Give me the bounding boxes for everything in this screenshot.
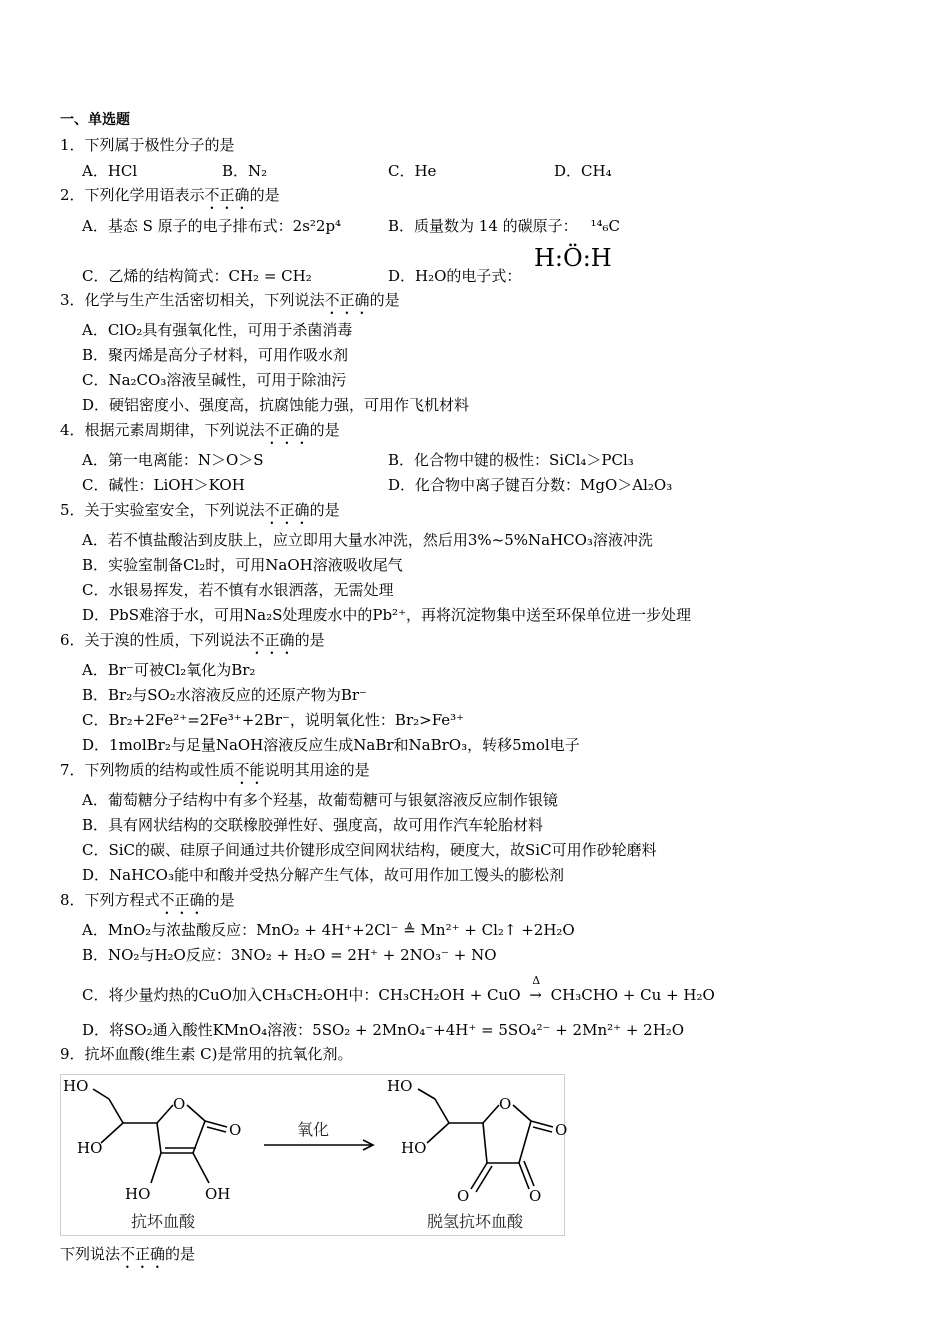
q8-option-b[interactable]: B．NO₂与H₂O反应：3NO₂ + H₂O = 2H⁺ + 2NO₃⁻ + NO bbox=[82, 946, 497, 964]
q6-option-c[interactable]: C．Br₂+2Fe²⁺=2Fe³⁺+2Br⁻，说明氧化性：Br₂>Fe³⁺ bbox=[82, 711, 465, 729]
arrow-icon: → bbox=[529, 986, 542, 1004]
emphasis-dotted: 不能 bbox=[234, 761, 265, 779]
q5-stem: 5．关于实验室安全，下列说法不正确的是 bbox=[60, 501, 340, 519]
q4-option-b[interactable]: B．化合物中键的极性：SiCl₄＞PCl₃ bbox=[388, 451, 634, 469]
ho-label-bottom-left: HO bbox=[125, 1185, 151, 1203]
q3-option-d[interactable]: D．硬铝密度小、强度高，抗腐蚀能力强，可用作飞机材料 bbox=[82, 396, 470, 414]
q6-stem: 6．关于溴的性质，下列说法不正确的是 bbox=[60, 631, 325, 649]
q2-stem: 2．下列化学用语表示不正确的是 bbox=[60, 186, 280, 204]
q1-stem: 1．下列属于极性分子的是 bbox=[60, 136, 235, 154]
q5-option-b[interactable]: B．实验室制备Cl₂时，可用NaOH溶液吸收尾气 bbox=[82, 556, 403, 574]
q4-option-a[interactable]: A．第一电离能：N＞O＞S bbox=[82, 451, 264, 469]
ketone-oxygen-2: O bbox=[529, 1187, 542, 1205]
q6-option-b[interactable]: B．Br₂与SO₂水溶液反应的还原产物为Br⁻ bbox=[82, 686, 367, 704]
carbonyl-oxygen-right: O bbox=[555, 1121, 568, 1139]
q4-stem: 4．根据元素周期律，下列说法不正确的是 bbox=[60, 421, 340, 439]
q8-option-a[interactable]: A．MnO₂与浓盐酸反应：MnO₂ + 4H⁺+2Cl⁻ ≜ Mn²⁺ + Cl₂↑ +2H₂O bbox=[82, 921, 575, 939]
ho-label-top-left: HO bbox=[63, 1077, 89, 1095]
q4-option-c[interactable]: C．碱性：LiOH＞KOH bbox=[82, 476, 245, 494]
q2-option-c[interactable]: C．乙烯的结构简式：CH₂ = CH₂ bbox=[82, 267, 312, 285]
q9-stem: 9．抗坏血酸(维生素 C)是常用的抗氧化剂。 bbox=[60, 1045, 353, 1063]
q7-option-c[interactable]: C．SiC的碳、硅原子间通过共价键形成空间网状结构，硬度大，故SiC可用作砂轮磨料 bbox=[82, 841, 657, 859]
q7-stem: 7．下列物质的结构或性质不能说明其用途的是 bbox=[60, 761, 370, 779]
q7-option-d[interactable]: D．NaHCO₃能中和酸并受热分解产生气体，故可用作加工馒头的膨松剂 bbox=[82, 866, 564, 884]
emphasis-dotted: 不正确 bbox=[264, 421, 310, 439]
emphasis-dotted: 不正确 bbox=[120, 1245, 166, 1263]
ring-oxygen-left: O bbox=[173, 1095, 186, 1113]
ho-label-mid-left: HO bbox=[77, 1139, 103, 1157]
q8-option-c[interactable]: C．将少量灼热的CuO加入CH₃CH₂OH中：CH₃CH₂OH + CuO Δ → CH₃CHO + Cu + H₂O bbox=[82, 985, 715, 1005]
ascorbic-acid-oxidation-figure bbox=[60, 1074, 568, 1236]
q6-option-a[interactable]: A．Br⁻可被Cl₂氧化为Br₂ bbox=[82, 661, 256, 679]
emphasis-dotted: 不正确 bbox=[324, 291, 370, 309]
q1-option-b[interactable]: B．N₂ bbox=[222, 162, 268, 180]
q2-option-a[interactable]: A．基态 S 原子的电子排布式：2s²2p⁴ bbox=[82, 217, 342, 235]
q3-option-a[interactable]: A．ClO₂具有强氧化性，可用于杀菌消毒 bbox=[82, 321, 353, 339]
q1-option-d[interactable]: D．CH₄ bbox=[554, 162, 612, 180]
q1-option-a[interactable]: A．HCl bbox=[82, 162, 138, 180]
carbonyl-oxygen-left: O bbox=[229, 1121, 242, 1139]
emphasis-dotted: 不正确 bbox=[204, 186, 250, 204]
ho-label-mid-right: HO bbox=[401, 1139, 427, 1157]
arrow-label-oxidize: 氧化 bbox=[297, 1120, 330, 1139]
left-molecule-name: 抗坏血酸 bbox=[131, 1212, 196, 1231]
q3-stem: 3．化学与生产生活密切相关，下列说法不正确的是 bbox=[60, 291, 400, 309]
right-molecule-name: 脱氢抗坏血酸 bbox=[427, 1212, 524, 1231]
emphasis-dotted: 不正确 bbox=[249, 631, 295, 649]
heat-delta: Δ bbox=[532, 974, 541, 987]
water-electron-formula: H:Ö:H bbox=[534, 244, 612, 272]
q8-option-d[interactable]: D．将SO₂通入酸性KMnO₄溶液：5SO₂ + 2MnO₄⁻+4H⁺ = 5SO₄²⁻ + 2Mn²⁺ + 2H₂O bbox=[82, 1021, 685, 1039]
ho-label-top-right: HO bbox=[387, 1077, 413, 1095]
q7-option-a[interactable]: A．葡萄糖分子结构中有多个羟基，故葡萄糖可与银氨溶液反应制作银镜 bbox=[82, 791, 558, 809]
q2-option-b[interactable]: B．质量数为 14 的碳原子： ¹⁴₆C bbox=[388, 217, 620, 235]
q5-option-a[interactable]: A．若不慎盐酸沾到皮肤上，应立即用大量水冲洗，然后用3%~5%NaHCO₃溶液冲洗 bbox=[82, 531, 653, 549]
q7-option-b[interactable]: B．具有网状结构的交联橡胶弹性好、强度高，故可用作汽车轮胎材料 bbox=[82, 816, 544, 834]
oh-label-bottom: OH bbox=[205, 1185, 231, 1203]
q1-option-c[interactable]: C．He bbox=[388, 162, 437, 180]
emphasis-dotted: 不正确 bbox=[159, 891, 205, 909]
q5-option-d[interactable]: D．PbS难溶于水，可用Na₂S处理废水中的Pb²⁺，再将沉淀物集中送至环保单位进一步处理 bbox=[82, 606, 691, 624]
q8-stem: 8．下列方程式不正确的是 bbox=[60, 891, 235, 909]
q6-option-d[interactable]: D．1molBr₂与足量NaOH溶液反应生成NaBr和NaBrO₃，转移5mol电子 bbox=[82, 736, 580, 754]
ketone-oxygen-1: O bbox=[457, 1187, 470, 1205]
q2-option-d[interactable]: D．H₂O的电子式： bbox=[388, 267, 522, 285]
q3-option-b[interactable]: B．聚丙烯是高分子材料，可用作吸水剂 bbox=[82, 346, 349, 364]
q4-option-d[interactable]: D．化合物中离子键百分数：MgO＞Al₂O₃ bbox=[388, 476, 673, 494]
structure-diagram bbox=[61, 1075, 568, 1235]
section-title: 一、单选题 bbox=[60, 112, 130, 128]
q5-option-c[interactable]: C．水银易挥发，若不慎有水银洒落，无需处理 bbox=[82, 581, 394, 599]
emphasis-dotted: 不正确 bbox=[264, 501, 310, 519]
q3-option-c[interactable]: C．Na₂CO₃溶液呈碱性，可用于除油污 bbox=[82, 371, 347, 389]
q9-tail: 下列说法不正确的是 bbox=[60, 1245, 196, 1263]
isotope-notation: ¹⁴₆C bbox=[590, 217, 620, 235]
ring-oxygen-right: O bbox=[499, 1095, 512, 1113]
